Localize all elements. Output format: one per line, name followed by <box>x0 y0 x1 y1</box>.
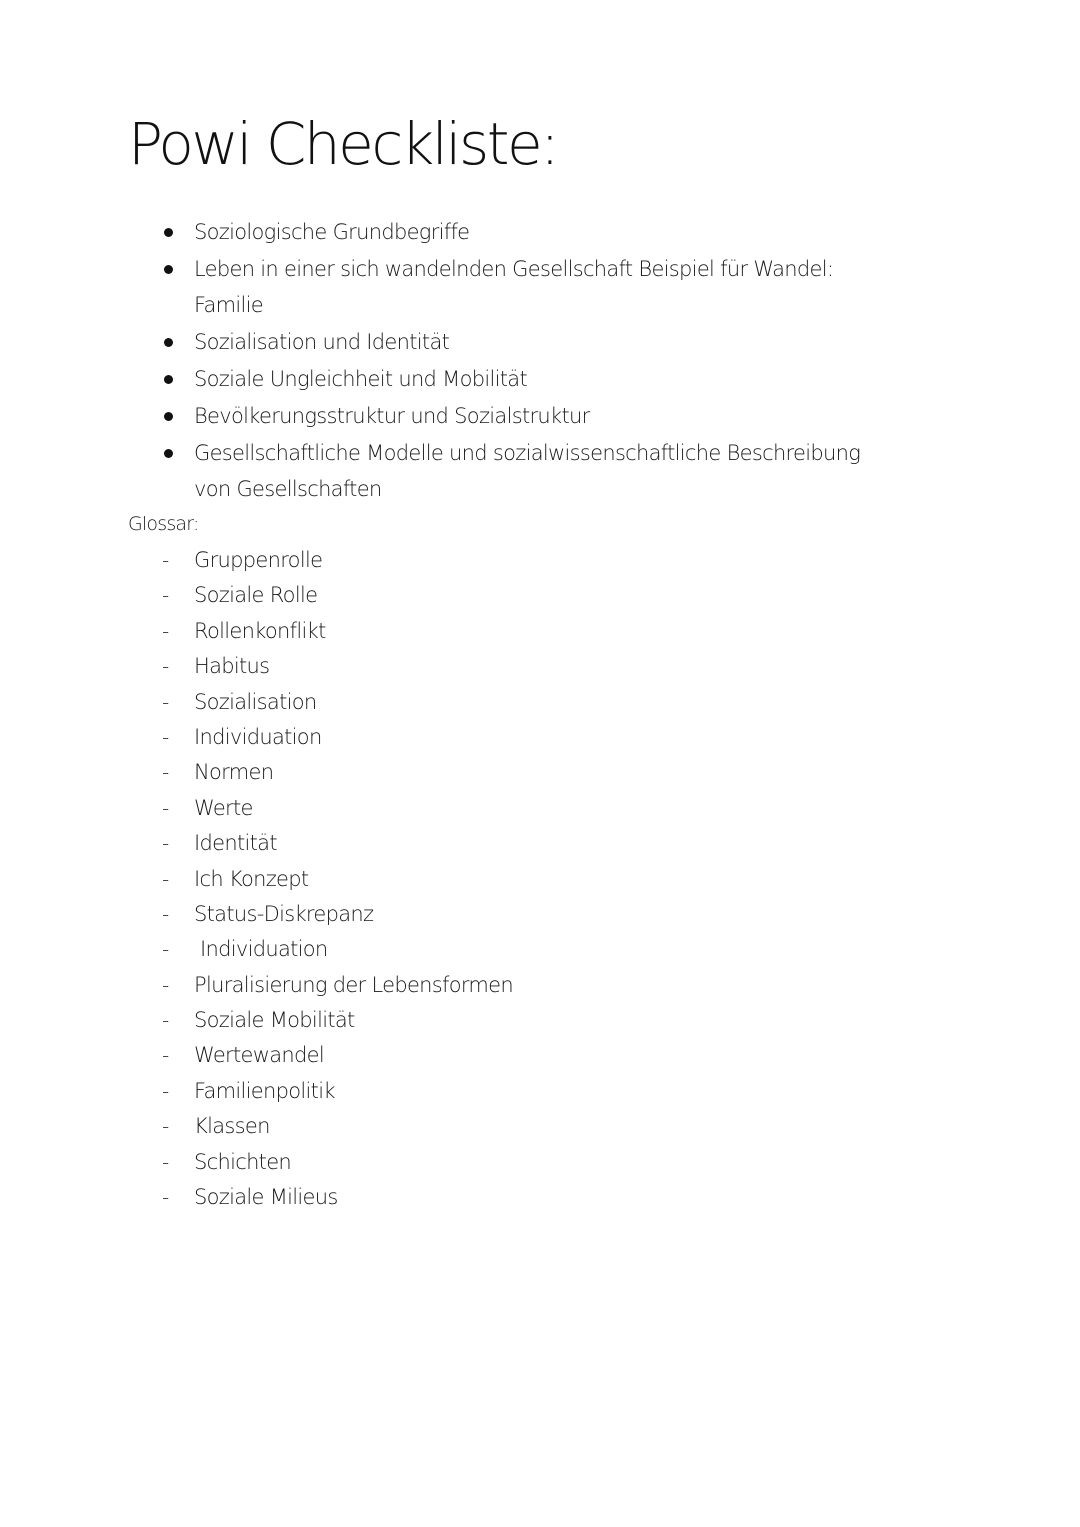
dash-icon: - <box>162 1078 169 1103</box>
dash-icon: - <box>162 1008 169 1033</box>
checklist-item-text: Leben in einer sich wandelnden Gesellschaft Beispiel für Wandel: Familie <box>194 257 834 317</box>
dash-icon: - <box>162 1149 169 1174</box>
checklist-item-text: Soziale Ungleichheit und Mobilität <box>194 367 527 391</box>
dash-icon: - <box>162 689 169 714</box>
glossary-term: Individuation <box>194 937 328 962</box>
dash-icon: - <box>162 1043 169 1068</box>
glossary-term: Soziale Mobilität <box>194 1008 355 1033</box>
glossary-term: Gruppenrolle <box>194 548 323 572</box>
bullet-icon <box>164 449 173 458</box>
glossary-term: Soziale Milieus <box>194 1185 338 1210</box>
bullet-icon <box>164 228 173 237</box>
glossary-term: Schichten <box>194 1149 292 1174</box>
glossary-term: Ich Konzept <box>194 866 309 891</box>
checklist-item <box>160 361 880 397</box>
checklist-item-text: Sozialisation und Identität <box>194 330 450 354</box>
dash-icon: - <box>162 1185 169 1210</box>
glossary-term: Klassen <box>194 1114 270 1139</box>
glossary-item <box>160 826 760 861</box>
dash-icon: - <box>162 795 169 820</box>
glossary-item <box>160 932 760 967</box>
dash-icon: - <box>162 866 169 891</box>
dash-icon: - <box>162 937 169 962</box>
glossary-list <box>160 543 760 1215</box>
page-title: Powi Checkliste: <box>128 110 558 178</box>
dash-icon: - <box>162 654 169 679</box>
dash-icon: - <box>162 831 169 856</box>
dash-icon: - <box>162 583 169 608</box>
checklist-item <box>160 398 880 434</box>
glossar-heading: Glossar: <box>128 513 199 535</box>
checklist-item-text: Soziologische Grundbegriffe <box>194 220 470 244</box>
glossary-item <box>160 649 760 684</box>
dash-icon: - <box>162 901 169 926</box>
glossary-item <box>160 720 760 755</box>
glossary-term: Identität <box>194 831 277 856</box>
checklist-item <box>160 435 880 507</box>
glossary-item <box>160 791 760 826</box>
dash-icon: - <box>162 724 169 749</box>
glossary-term: Habitus <box>194 654 270 679</box>
glossary-term: Soziale Rolle <box>194 583 318 608</box>
glossary-item <box>160 1145 760 1180</box>
glossary-item <box>160 897 760 932</box>
checklist <box>160 214 880 508</box>
checklist-item <box>160 251 880 323</box>
dash-icon: - <box>162 548 169 572</box>
glossary-item <box>160 1074 760 1109</box>
glossary-term: Rollenkonflikt <box>194 618 326 643</box>
glossary-term: Wertewandel <box>194 1043 324 1068</box>
glossary-item <box>160 1038 760 1073</box>
bullet-icon <box>164 412 173 421</box>
glossary-item <box>160 968 760 1003</box>
dash-icon: - <box>162 760 169 785</box>
glossary-item <box>160 1003 760 1038</box>
bullet-icon <box>164 338 173 347</box>
glossary-item <box>160 543 760 578</box>
glossary-item <box>160 755 760 790</box>
dash-icon: - <box>162 972 169 997</box>
glossary-term: Status-Diskrepanz <box>194 901 374 926</box>
checklist-item-text: Gesellschaftliche Modelle und sozialwissenschaftliche Beschreibung von Gesellschaften <box>194 441 861 501</box>
dash-icon: - <box>162 618 169 643</box>
glossary-item <box>160 578 760 613</box>
checklist-item-text: Bevölkerungsstruktur und Sozialstruktur <box>194 404 590 428</box>
glossary-item <box>160 1109 760 1144</box>
glossary-item <box>160 1180 760 1215</box>
glossary-term: Sozialisation <box>194 689 317 714</box>
glossary-term: Familienpolitik <box>194 1078 335 1103</box>
glossary-term: Normen <box>194 760 274 785</box>
glossary-term: Pluralisierung der Lebensformen <box>194 972 514 997</box>
checklist-item <box>160 324 880 360</box>
glossary-item <box>160 685 760 720</box>
bullet-icon <box>164 265 173 274</box>
bullet-icon <box>164 375 173 384</box>
glossary-item <box>160 862 760 897</box>
glossary-term: Individuation <box>194 724 322 749</box>
glossary-item <box>160 614 760 649</box>
dash-icon: - <box>162 1114 169 1139</box>
checklist-item <box>160 214 880 250</box>
glossary-term: Werte <box>194 795 253 820</box>
